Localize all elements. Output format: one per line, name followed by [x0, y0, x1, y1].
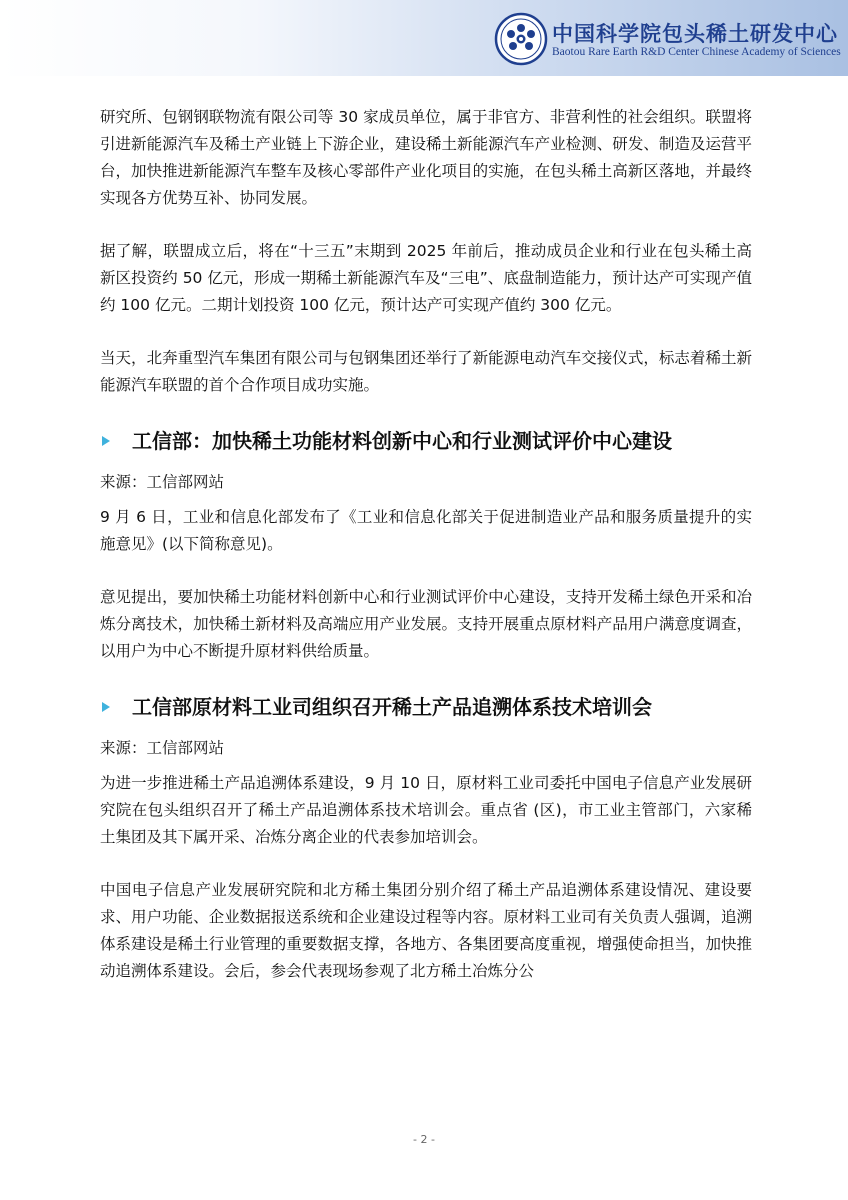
section-heading — [100, 693, 752, 721]
page-number: - 2 - — [413, 1133, 435, 1146]
paragraph: 中国电子信息产业发展研究院和北方稀土集团分别介绍了稀土产品追溯体系建设情况、建设要求、用户功能、企业数据报送系统和企业建设过程等内容。原材料工业司有关负责人强调，追溯体系建设是稀土行业管理的重要数据支撑，各地方、各集团要高度重视，增强使命担当，加快推动追溯体系建设。会后，参会代表现场参观了北方稀土冶炼分公 — [100, 881, 752, 980]
section-heading — [100, 427, 752, 455]
header-logo — [494, 12, 844, 66]
bullet-arrow-icon — [102, 436, 110, 446]
paragraph: 意见提出，要加快稀土功能材料创新中心和行业测试评价中心建设，支持开发稀土绿色开采和冶炼分离技术，加快稀土新材料及高端应用产业发展。支持开展重点原材料产品用户满意度调查，以用户为中心不断提升原材料供给质量。 — [100, 588, 752, 660]
paragraph: 当天，北奔重型汽车集团有限公司与包钢集团还举行了新能源电动汽车交接仪式，标志着稀土新能源汽车联盟的首个合作项目成功实施。 — [100, 349, 752, 394]
source-line: 来源：工信部网站 — [100, 473, 225, 491]
bullet-arrow-icon — [102, 702, 110, 712]
section-title: 工信部原材料工业司组织召开稀土产品追溯体系技术培训会 — [132, 695, 652, 719]
paragraph: 9 月 6 日，工业和信息化部发布了《工业和信息化部关于促进制造业产品和服务质量提升的实施意见》(以下简称意见)。 — [100, 508, 752, 553]
paragraph: 为进一步推进稀土产品追溯体系建设，9 月 10 日，原材料工业司委托中国电子信息产业发展研究院在包头组织召开了稀土产品追溯体系技术培训会。重点省 (区)，市工业主管部门，六家稀土集团及其下属开采、冶炼分离企业的代表参加培训会。 — [100, 774, 752, 846]
org-name-cn: 中国科学院包头稀土研发中心 — [552, 21, 838, 46]
paragraph: 研究所、包钢钢联物流有限公司等 30 家成员单位，属于非官方、非营利性的社会组织。联盟将引进新能源汽车及稀土产业链上下游企业，建设稀土新能源汽车产业检测、研发、制造及运营平台，加快推进新能源汽车整车及核心零部件产业化项目的实施，在包头稀土高新区落地，并最终实现各方优势互补、协同发展。 — [100, 108, 752, 207]
org-name-en: Baotou Rare Earth R&D Center Chinese Academy of Sciences — [552, 46, 841, 58]
source-line: 来源：工信部网站 — [100, 739, 225, 757]
section-title: 工信部：加快稀土功能材料创新中心和行业测试评价中心建设 — [132, 429, 672, 453]
paragraph: 据了解，联盟成立后，将在“十三五”末期到 2025 年前后，推动成员企业和行业在包头稀土高新区投资约 50 亿元，形成一期稀土新能源汽车及“三电”、底盘制造能力，预计达产可实现产值约 100 亿元。二期计划投资 100 亿元，预计达产可实现产值约 300 亿元。 — [100, 242, 752, 314]
document-body — [100, 104, 752, 985]
cas-emblem-icon — [494, 12, 548, 66]
page-header — [0, 0, 848, 76]
